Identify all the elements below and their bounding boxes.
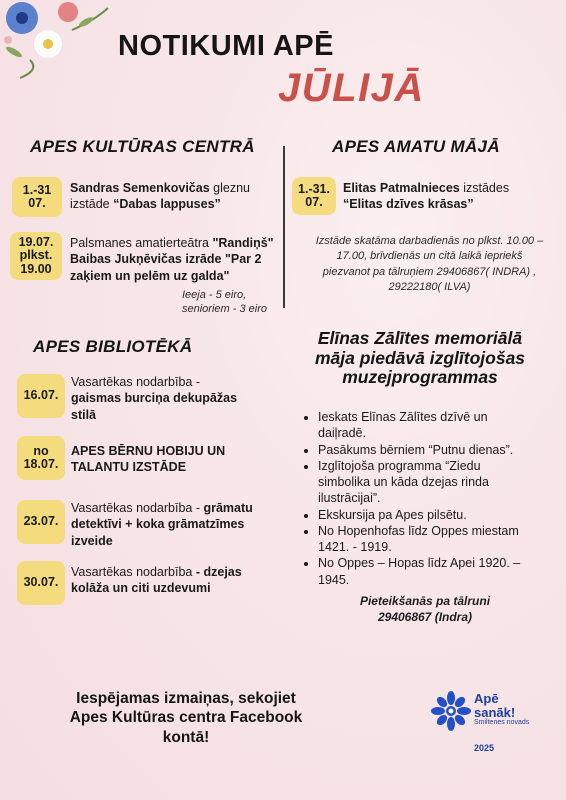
event-author: Elitas Patmalnieces xyxy=(343,181,460,195)
event-title: gaismas burciņa dekupāžas stilā xyxy=(71,391,238,422)
date-line: 19.07. xyxy=(18,235,54,250)
event-desc: gleznu izstāde xyxy=(70,181,250,212)
price-line: senioriem - 3 eiro xyxy=(182,302,267,315)
date-line: 1.-31 xyxy=(22,182,52,197)
event-title: - dzejas kolāža un citi uzdevumi xyxy=(71,565,242,596)
event-desc: Vasartēkas nodarbība - xyxy=(71,375,201,389)
flower-icon xyxy=(4,2,108,78)
column-divider xyxy=(283,146,285,308)
event-text xyxy=(71,500,261,549)
page-title: NOTIKUMI APĒ xyxy=(118,30,334,62)
event-text xyxy=(71,374,251,423)
event-title: APES BĒRNU HOBIJU UN TALANTU IZSTĀDE xyxy=(71,444,226,475)
culture-center-heading: APES KULTŪRAS CENTRĀ xyxy=(30,137,255,156)
event-desc: Vasartēkas nodarbība - xyxy=(71,501,204,515)
date-badge xyxy=(12,177,62,217)
date-line: 19.00 xyxy=(20,261,52,276)
date-line: 18.07. xyxy=(23,457,59,471)
museum-heading: Elīnas Zālītes memoriālā māja piedāvā izglītojošas muzejprogrammas xyxy=(314,328,526,388)
event-text xyxy=(70,235,280,284)
date-line: plkst. xyxy=(19,248,53,263)
date-badge xyxy=(10,232,62,280)
event-desc: izstādes xyxy=(459,181,510,195)
date-line: 07. xyxy=(28,196,46,210)
list-item: • Izglītojoša programma “Ziedu simbolika un kāda dzejas rinda ilustrācijai”. xyxy=(318,458,527,507)
date-badge: 30.07. xyxy=(17,561,65,605)
event-title: “Dabas lappuses” xyxy=(113,197,221,212)
footer-line: Iespējamas izmaiņas, sekojiet xyxy=(76,690,296,707)
event-text xyxy=(70,180,275,213)
date-badge xyxy=(292,177,336,215)
event-text xyxy=(343,180,543,213)
month-title: JŪLIJĀ xyxy=(278,66,425,110)
list-item: • Ieskats Elīnas Zālītes dzīvē un daiļradē. xyxy=(318,409,527,442)
list-item: • No Hopenhofas līdz Oppes miestam 1421. - 1919. xyxy=(318,523,527,556)
price-line: Ieeja - 5 eiro, xyxy=(182,289,247,301)
footer-line: kontā! xyxy=(162,728,210,746)
library-heading: APES BIBLIOTĒKĀ xyxy=(33,337,193,356)
registration-phone xyxy=(330,594,520,625)
date-line: 1.-31. xyxy=(298,181,330,196)
date-line: no xyxy=(33,443,49,458)
list-item: • Ekskursija pa Apes pilsētu. xyxy=(318,507,527,523)
snowflake-flower-icon xyxy=(430,690,472,732)
event-title: grāmatu detektīvi + koka grāmatzīmes izveide xyxy=(71,501,253,548)
opening-hours-note: Izstāde skatāma darbadienās no plkst. 10.00 – 17.00, brīvdienās un citā laikā iepriekš piezvanot pa tālruņiem 29406867( INDRA) , 29222180( ILVA) xyxy=(315,235,544,294)
event-text xyxy=(71,443,241,476)
museum-program-list xyxy=(302,409,527,588)
event-desc: Vasartēkas nodarbība xyxy=(71,565,196,579)
event-author: Sandras Semenkovičas xyxy=(70,181,210,195)
event-title: “Elitas dzīves krāsas” xyxy=(343,197,474,212)
logo-text xyxy=(474,692,529,726)
footer-line: Apes Kultūras centra Facebook xyxy=(69,709,303,727)
price-info xyxy=(182,289,267,317)
logo-line: Apē xyxy=(474,691,499,706)
crafts-house-heading: APES AMATU MĀJĀ xyxy=(332,137,500,156)
logo-year: 2025 xyxy=(474,743,495,753)
event-text xyxy=(71,564,251,597)
date-badge: 23.07. xyxy=(17,500,65,544)
event-title: "Randiņš" Baibas Jukņēvičas izrāde "Par 2 zaķiem un pelēm uz galda" xyxy=(70,236,274,283)
footer-note xyxy=(56,689,316,747)
list-item: • No Oppes – Hopas līdz Apei 1920. – 1945. xyxy=(318,555,527,588)
phone-line: 29406867 (Indra) xyxy=(377,609,473,624)
phone-line: Pieteikšanās pa tālruni xyxy=(359,594,491,608)
date-badge: 16.07. xyxy=(17,374,65,418)
event-desc: Palsmanes amatierteātra xyxy=(70,236,213,250)
logo-subtitle: Smiltenes novads xyxy=(474,719,530,727)
date-badge xyxy=(17,436,65,480)
flower-decoration xyxy=(0,0,110,80)
logo-line: sanāk! xyxy=(474,704,516,720)
date-line: 07. xyxy=(305,195,323,209)
list-item: • Pasākums bērniem “Putnu dienas”. xyxy=(318,442,527,458)
